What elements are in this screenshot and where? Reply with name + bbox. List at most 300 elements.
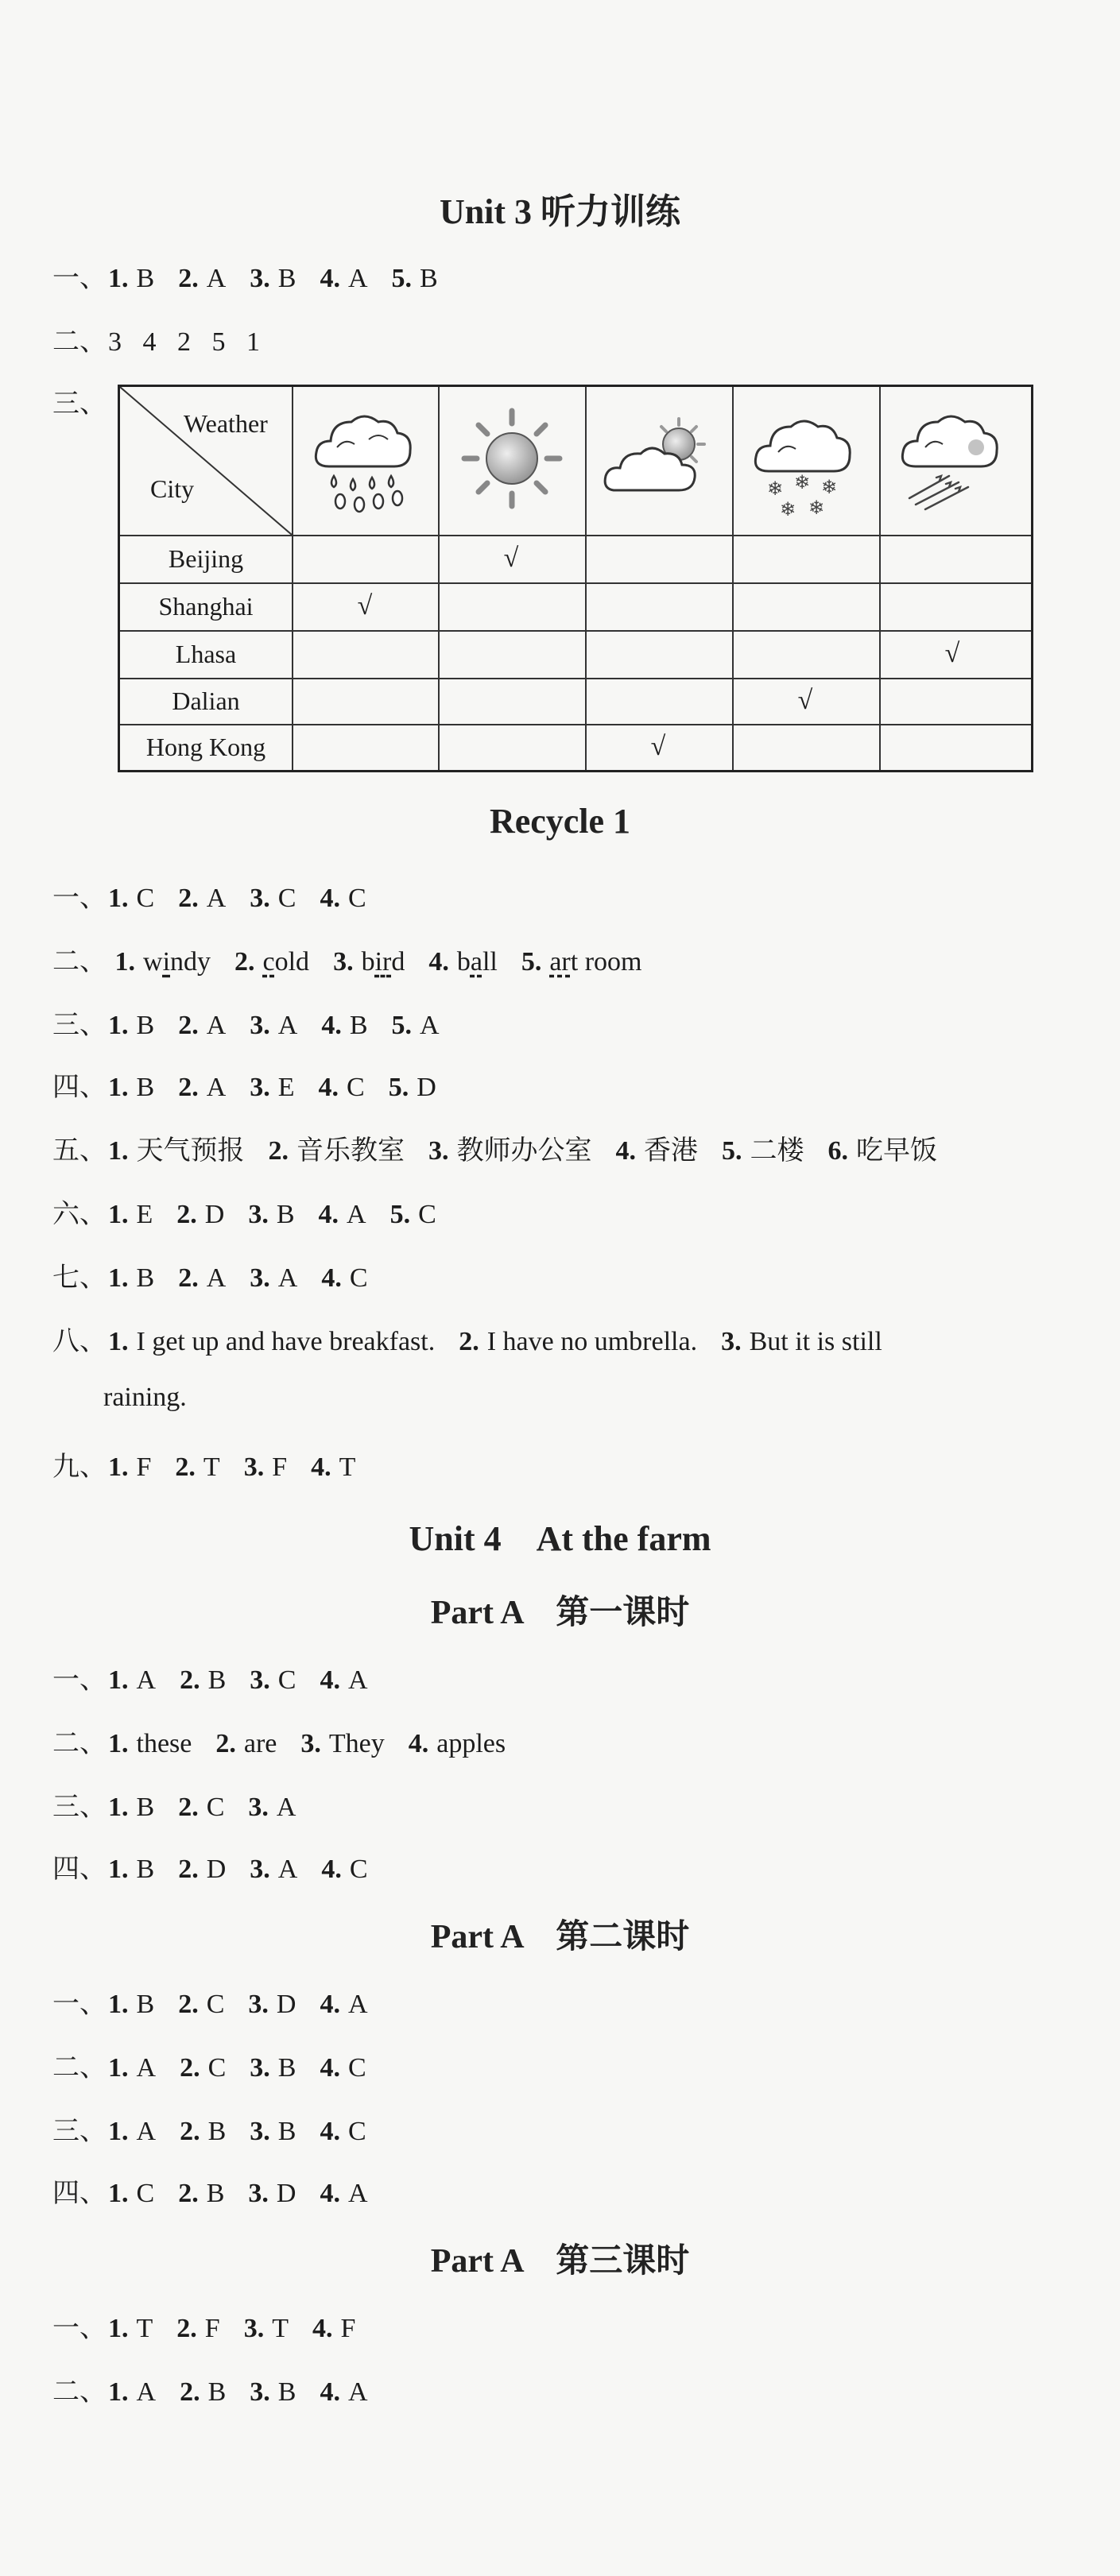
- answer-line: [52, 2171, 392, 2210]
- item-answer: 教师办公室: [456, 1136, 592, 1166]
- item-answer: A: [277, 1263, 298, 1293]
- item-number: 3.: [243, 2314, 265, 2343]
- header-city: City: [150, 474, 195, 503]
- item-answer: A: [347, 1665, 368, 1695]
- answer-item: [108, 1263, 154, 1293]
- item-number: 1.: [108, 1793, 129, 1822]
- answer-line: [52, 1982, 392, 2021]
- item-number: 3.: [250, 1073, 270, 1102]
- answer-item: [321, 1011, 367, 1040]
- answer-item: [108, 2053, 156, 2083]
- item-answer: B: [277, 264, 296, 293]
- item-number: 2.: [180, 2117, 200, 2146]
- answer-item: [180, 2053, 226, 2083]
- question-number: 一、: [52, 264, 107, 293]
- answer-item: [250, 1263, 297, 1293]
- item-answer: A: [347, 264, 368, 293]
- cloudy-icon: [599, 395, 719, 522]
- item-number: 2.: [178, 1793, 199, 1822]
- answer-item: [521, 947, 642, 977]
- answer-item: [320, 2377, 367, 2407]
- item-number: 2.: [176, 2314, 197, 2343]
- item-answer: D: [206, 1855, 227, 1884]
- item-answer: They: [328, 1729, 385, 1758]
- item-number: 2.: [234, 947, 255, 977]
- answer-item: [178, 1011, 226, 1040]
- answer-item: [176, 2314, 219, 2343]
- item-answer: C: [277, 1665, 296, 1695]
- item-answer: F: [272, 1452, 288, 1482]
- item-answer: B: [277, 2053, 296, 2083]
- answer-line: [52, 256, 462, 295]
- answer-item: [108, 1073, 154, 1102]
- word-part: t room: [570, 947, 642, 977]
- answer-item: [108, 2117, 156, 2146]
- answer-item: [320, 884, 366, 913]
- answer-item: [108, 1990, 154, 2019]
- item-answer: C: [136, 2179, 155, 2208]
- answer-item: [320, 2117, 366, 2146]
- answer-line: [52, 876, 390, 915]
- item-number: 4.: [321, 1263, 342, 1293]
- underlined-letters: i: [162, 947, 171, 977]
- answer-item: [175, 1452, 219, 1482]
- question-number: 二、: [52, 2053, 107, 2083]
- item-number: 4.: [320, 2179, 340, 2208]
- item-number: 2.: [178, 2179, 199, 2208]
- item-number: 1.: [108, 1990, 129, 2019]
- answer-item: [320, 2179, 367, 2208]
- svg-text:❄: ❄: [821, 476, 838, 498]
- item-answer: C: [418, 1200, 436, 1229]
- question-number: 三、: [52, 389, 107, 419]
- answer-line: [52, 1003, 463, 1042]
- question-number: 一、: [52, 1665, 107, 1695]
- answer-item: [392, 1011, 440, 1040]
- question-number: 四、: [52, 1073, 107, 1102]
- item-answer: D: [204, 1200, 225, 1229]
- item-number: 1.: [108, 884, 129, 913]
- answer-line: [52, 1721, 529, 1760]
- answer-item: [312, 2314, 355, 2343]
- answer-item: [108, 1793, 154, 1822]
- item-number: 4.: [320, 1665, 340, 1695]
- item-answer: T: [136, 2314, 153, 2343]
- question-number: 七、: [52, 1263, 107, 1293]
- answer-item: [250, 2053, 296, 2083]
- svg-text:❄: ❄: [794, 471, 811, 493]
- answer-item: [215, 1729, 277, 1758]
- answer-item: [244, 2314, 289, 2343]
- table-divider: [585, 387, 587, 770]
- item-answer: A: [277, 1011, 298, 1040]
- item-number: 3.: [250, 1855, 270, 1884]
- answer-item: [269, 1136, 405, 1166]
- answer-line: [52, 1319, 906, 1358]
- question-number: 三、: [52, 1011, 107, 1040]
- answer-item: [250, 2377, 296, 2407]
- answer-item: [234, 947, 309, 977]
- answer-line: [52, 1192, 460, 1231]
- item-answer: C: [347, 884, 366, 913]
- item-answer: T: [272, 2314, 289, 2343]
- item-number: 4.: [320, 2053, 340, 2083]
- underlined-letters: c: [262, 947, 275, 977]
- answer-item: [108, 2314, 153, 2343]
- item-answer: C: [349, 1855, 368, 1884]
- unit4-title: Unit 4 At the farm: [409, 1519, 711, 1558]
- item-answer: C: [136, 884, 155, 913]
- answer-item: [180, 2377, 226, 2407]
- item-answer: E: [277, 1073, 295, 1102]
- check-mark: √: [503, 543, 519, 573]
- question-number: 三、: [52, 2117, 107, 2146]
- item-number: 3.: [250, 884, 270, 913]
- item-answer: F: [204, 2314, 220, 2343]
- recycle1-title: Recycle 1: [489, 802, 631, 841]
- windy-icon: [893, 395, 1013, 522]
- snowy-icon: [746, 395, 866, 522]
- item-answer: B: [136, 1793, 155, 1822]
- item-number: 2.: [215, 1729, 236, 1758]
- item-answer: B: [349, 1011, 368, 1040]
- item-answer: T: [339, 1452, 356, 1482]
- item-number: 5.: [391, 264, 412, 293]
- item-number: 4.: [320, 264, 340, 293]
- answer-line: [52, 1128, 961, 1167]
- item-answer: C: [347, 1073, 365, 1102]
- answer-line: [52, 2109, 390, 2148]
- header-weather: Weather: [184, 409, 268, 438]
- item-number: 5.: [389, 1200, 411, 1229]
- answer-line: [52, 1445, 379, 1483]
- item-answer: C: [347, 2117, 366, 2146]
- word-part: w: [143, 947, 163, 977]
- answer-line: [52, 2369, 392, 2408]
- item-number: 4.: [321, 1855, 342, 1884]
- question-number: 四、: [52, 1855, 107, 1884]
- item-answer: A: [277, 1855, 298, 1884]
- rainy-icon: [305, 395, 424, 522]
- item-answer: F: [340, 2314, 356, 2343]
- word-part: ll: [482, 947, 498, 977]
- answer-item: [333, 947, 405, 977]
- underlined-letters: ir: [374, 947, 392, 977]
- item-number: 4.: [318, 1200, 339, 1229]
- item-answer: A: [136, 2377, 157, 2407]
- answer-item: [250, 1011, 297, 1040]
- item-answer: are: [243, 1729, 277, 1758]
- answer-item: [828, 1136, 938, 1166]
- item-number: 1.: [108, 1327, 129, 1356]
- answer-item: [178, 1855, 226, 1884]
- answer-line: [52, 1847, 392, 1886]
- item-number: 1.: [108, 1073, 129, 1102]
- item-answer: A: [420, 1011, 440, 1040]
- item-answer: A: [206, 264, 227, 293]
- item-number: 4.: [311, 1452, 331, 1482]
- city-name: Beijing: [168, 544, 244, 573]
- table-divider: [879, 387, 881, 770]
- item-number: 1.: [108, 2179, 129, 2208]
- question-number: 二、: [52, 1729, 107, 1758]
- item-number: 4.: [320, 2377, 340, 2407]
- lesson2-title: Part A 第二课时: [430, 1919, 690, 1955]
- item-number: 2.: [178, 1855, 199, 1884]
- item-number: 2.: [178, 1011, 199, 1040]
- answer-item: [319, 1200, 366, 1229]
- item-number: 2.: [176, 1200, 197, 1229]
- item-number: 1.: [108, 2314, 129, 2343]
- question-number: 二、: [52, 327, 107, 357]
- answer-item: [300, 1729, 384, 1758]
- answer-item: [250, 1855, 297, 1884]
- lesson1-title: Part A 第一课时: [430, 1595, 690, 1631]
- item-number: 2.: [180, 2053, 200, 2083]
- answer-item: [722, 1136, 804, 1166]
- item-answer: B: [276, 1200, 295, 1229]
- weather-table: [118, 385, 1033, 772]
- item-answer: B: [206, 2179, 225, 2208]
- answer-item: [389, 1073, 436, 1102]
- item-answer: C: [349, 1263, 368, 1293]
- item-number: 2.: [178, 1990, 199, 2019]
- item-answer: A: [347, 1200, 366, 1229]
- question-number: 二、: [52, 947, 107, 977]
- question-number: 四、: [52, 2179, 107, 2208]
- item-number: 2.: [459, 1327, 479, 1356]
- item-number: 3.: [250, 264, 270, 293]
- answer-item: [392, 264, 438, 293]
- answer-item: [250, 884, 296, 913]
- item-number: 3.: [250, 1263, 270, 1293]
- underlined-letters: a: [470, 947, 482, 977]
- item-answer: B: [420, 264, 438, 293]
- answer-item: [178, 1263, 226, 1293]
- item-answer: A: [206, 1011, 227, 1040]
- item-number: 3.: [248, 1200, 269, 1229]
- item-number: 3.: [243, 1452, 265, 1482]
- answer-item: [248, 1793, 296, 1822]
- item-number: 3.: [721, 1327, 742, 1356]
- answer-item: [319, 1073, 365, 1102]
- answer-item: [428, 947, 498, 977]
- item-answer: B: [136, 1855, 155, 1884]
- city-name: Shanghai: [158, 592, 254, 621]
- item-answer: C: [347, 2053, 366, 2083]
- answer-item: [321, 1855, 367, 1884]
- item-answer: apples: [436, 1729, 506, 1758]
- item-number: 1.: [108, 2377, 129, 2407]
- item-answer: 吃早饭: [856, 1136, 937, 1166]
- item-number: 3.: [300, 1729, 321, 1758]
- word-part: d: [391, 947, 405, 977]
- item-number: 1.: [108, 2053, 129, 2083]
- check-mark: √: [650, 732, 666, 761]
- item-answer: A: [136, 1665, 157, 1695]
- item-number: 1.: [108, 1729, 129, 1758]
- answer-line: [52, 1657, 392, 1696]
- item-number: 5.: [391, 1011, 412, 1040]
- item-number: 2.: [268, 1136, 289, 1166]
- item-number: 2.: [178, 1263, 199, 1293]
- item-number: 5.: [521, 947, 542, 977]
- item-number: 4.: [408, 1729, 429, 1758]
- item-number: 3.: [250, 2117, 270, 2146]
- item-answer: 天气预报: [136, 1136, 245, 1166]
- question-number: 三、: [52, 1793, 107, 1822]
- answer-item: [178, 1793, 224, 1822]
- answer-item: [409, 1729, 506, 1758]
- item-answer: B: [136, 1990, 155, 2019]
- item-number: 1.: [108, 1452, 129, 1482]
- answer-item: [178, 1073, 226, 1102]
- city-name: Lhasa: [175, 640, 237, 668]
- item-answer: I get up and have breakfast.: [136, 1327, 436, 1356]
- item-answer: C: [207, 2053, 227, 2083]
- answer-item: [244, 1452, 287, 1482]
- item-answer: I have no umbrella.: [486, 1327, 698, 1356]
- item-answer: D: [276, 1990, 296, 2019]
- item-answer: B: [136, 1263, 155, 1293]
- item-number: 4.: [321, 1011, 342, 1040]
- item-answer: A: [136, 2053, 157, 2083]
- item-answer: A: [276, 1793, 296, 1822]
- item-answer: A: [206, 1073, 227, 1102]
- svg-text:❄: ❄: [767, 478, 784, 500]
- item-answer: A: [347, 2179, 368, 2208]
- item-number: 1.: [108, 264, 129, 293]
- answer-item: [180, 1665, 226, 1695]
- unit3-title: Unit 3 听力训练: [439, 192, 681, 231]
- answer-item: [250, 1073, 294, 1102]
- item-number: 1.: [108, 1136, 129, 1166]
- item-number: 3.: [250, 2377, 270, 2407]
- item-number: 2.: [178, 884, 199, 913]
- ordering-answer: 3 4 2 5 1: [108, 327, 260, 357]
- item-number: 4.: [428, 947, 449, 977]
- answer-item: [180, 2117, 226, 2146]
- answer-item: [178, 2179, 224, 2208]
- question-number: 一、: [52, 1990, 107, 2019]
- item-number: 1.: [108, 1011, 129, 1040]
- answer-item: [178, 264, 226, 293]
- item-answer: B: [277, 2377, 296, 2407]
- item-answer: B: [207, 2117, 227, 2146]
- word-part: b: [456, 947, 471, 977]
- item-number: 3.: [248, 1990, 269, 2019]
- answer-line-underline: [52, 939, 665, 978]
- answer-item: [311, 1452, 355, 1482]
- lesson3-title: Part A 第三课时: [430, 2243, 690, 2280]
- item-number: 4.: [320, 2117, 340, 2146]
- answer-item: [108, 1136, 245, 1166]
- answer-line: [52, 1785, 320, 1824]
- item-number: 1.: [108, 1855, 129, 1884]
- item-answer: B: [207, 2377, 227, 2407]
- answer-item: [250, 264, 296, 293]
- answer-item: [428, 1136, 592, 1166]
- word-part: old: [274, 947, 310, 977]
- item-answer: 二楼: [750, 1136, 804, 1166]
- city-name: Hong Kong: [145, 733, 266, 761]
- item-answer: 香港: [644, 1136, 698, 1166]
- question-number: 五、: [52, 1136, 107, 1166]
- item-number: 2.: [175, 1452, 196, 1482]
- answer-item: [178, 1990, 224, 2019]
- answer-item: [108, 1200, 153, 1229]
- answer-line: [52, 2045, 390, 2084]
- check-mark: √: [797, 686, 813, 715]
- item-answer: A: [136, 2117, 157, 2146]
- item-number: 2.: [180, 2377, 200, 2407]
- item-number: 1.: [108, 1200, 129, 1229]
- answer-item: [320, 1665, 367, 1695]
- question-number: 二、: [52, 2377, 107, 2407]
- answer-item: [320, 264, 367, 293]
- item-number: 2.: [178, 1073, 199, 1102]
- item-number: 4.: [320, 1990, 340, 2019]
- answer-item: [250, 1665, 296, 1695]
- question-number: 九、: [52, 1452, 107, 1482]
- answer-item: [248, 1990, 296, 2019]
- answer-item: [459, 1327, 697, 1356]
- item-answer: D: [276, 2179, 296, 2208]
- answer-item: [108, 2179, 154, 2208]
- item-number: 4.: [320, 884, 340, 913]
- table-divider: [292, 387, 293, 770]
- item-number: 3.: [248, 2179, 269, 2208]
- item-number: 1.: [108, 1263, 129, 1293]
- underlined-letters: ar: [549, 947, 571, 977]
- answer-continuation: raining.: [103, 1383, 187, 1412]
- answer-line: [52, 2306, 379, 2345]
- sunny-icon: [452, 395, 572, 522]
- item-answer: A: [347, 2377, 368, 2407]
- question-number: 六、: [52, 1200, 107, 1229]
- answer-item: [320, 1990, 367, 2019]
- item-answer: 音乐教室: [296, 1136, 405, 1166]
- item-number: 5.: [722, 1136, 742, 1166]
- item-number: 3.: [250, 1665, 270, 1695]
- item-answer: B: [136, 264, 155, 293]
- answer-item: [248, 1200, 294, 1229]
- item-answer: T: [203, 1452, 220, 1482]
- item-answer: F: [136, 1452, 152, 1482]
- answer-item: [108, 1665, 156, 1695]
- answer-item: [108, 2377, 156, 2407]
- item-number: 5.: [388, 1073, 409, 1102]
- item-answer: C: [206, 1990, 225, 2019]
- answer-item: [250, 2117, 296, 2146]
- answer-line: [52, 1065, 460, 1104]
- word-part: b: [361, 947, 375, 977]
- item-answer: B: [136, 1011, 155, 1040]
- item-number: 2.: [178, 264, 199, 293]
- item-number: 4.: [318, 1073, 339, 1102]
- word-part: ndy: [170, 947, 211, 977]
- item-answer: D: [417, 1073, 436, 1102]
- check-mark: √: [357, 591, 373, 621]
- answer-item: [108, 264, 154, 293]
- item-number: 3.: [250, 1011, 270, 1040]
- answer-item: [108, 1729, 192, 1758]
- item-number: 3.: [250, 2053, 270, 2083]
- item-answer: But it is still: [749, 1327, 882, 1356]
- item-number: 1.: [114, 947, 135, 977]
- item-number: 3.: [333, 947, 354, 977]
- item-answer: B: [277, 2117, 296, 2146]
